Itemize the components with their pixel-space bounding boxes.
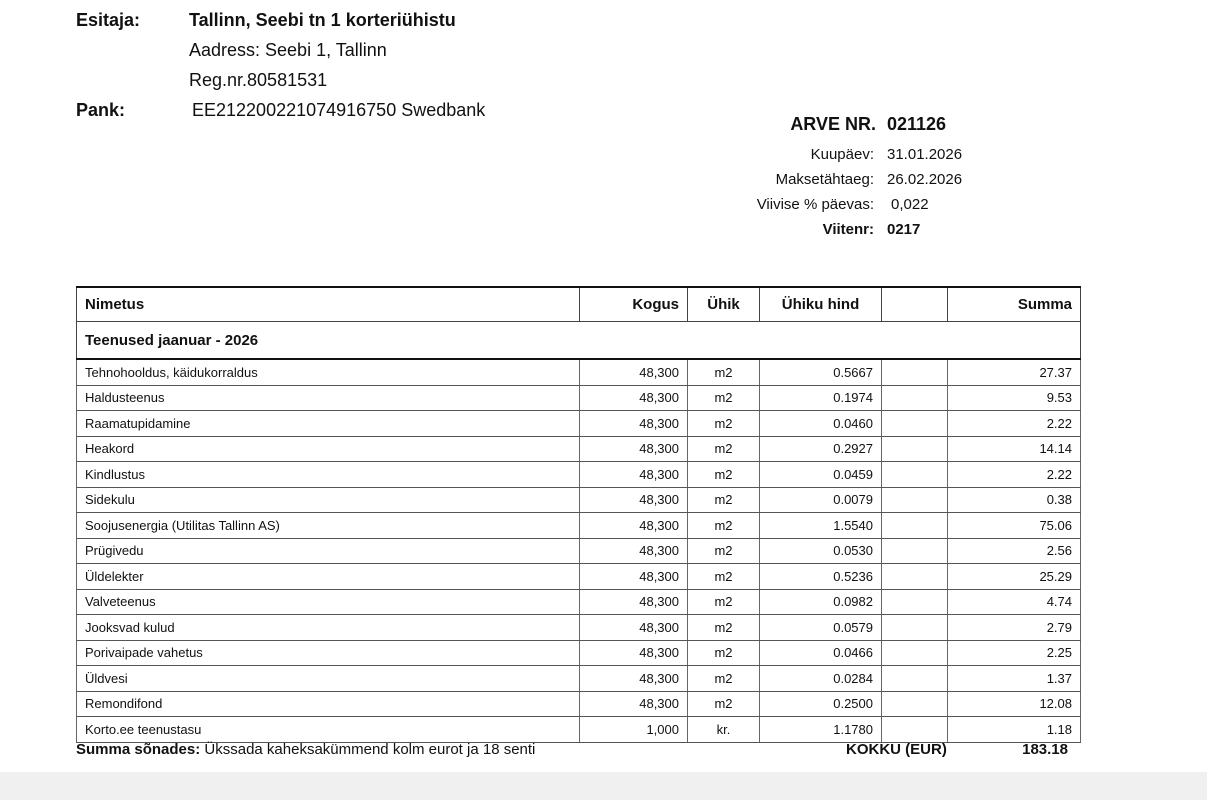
item-price: 0.0460 [760, 411, 882, 437]
item-qty: 48,300 [580, 385, 688, 411]
item-unit: m2 [688, 691, 760, 717]
table-row [77, 589, 1081, 615]
item-blank [882, 615, 948, 641]
table-row [77, 359, 1081, 385]
table-row [77, 691, 1081, 717]
section-row [77, 322, 1081, 360]
invoice-footer [76, 741, 1080, 763]
invoice-meta [700, 114, 1000, 246]
invoice-number: 021126 [887, 114, 947, 134]
item-unit: m2 [688, 666, 760, 692]
table-row [77, 564, 1081, 590]
item-sum: 12.08 [948, 691, 1081, 717]
item-name: Jooksvad kulud [77, 615, 580, 641]
item-blank [882, 359, 948, 385]
item-qty: 48,300 [580, 462, 688, 488]
item-sum: 2.79 [948, 615, 1081, 641]
table-row [77, 385, 1081, 411]
bank-label: Pank: [76, 100, 126, 120]
item-sum: 2.22 [948, 462, 1081, 488]
item-price: 0.2500 [760, 691, 882, 717]
page-bottom-edge [0, 772, 1207, 800]
table-row [77, 411, 1081, 437]
item-name: Korto.ee teenustasu [77, 717, 580, 743]
item-price: 0.0284 [760, 666, 882, 692]
item-price: 0.0982 [760, 589, 882, 615]
item-sum: 1.18 [948, 717, 1081, 743]
sum-words-value: Ükssada kaheksakümmend kolm eurot ja 18 senti [204, 741, 536, 758]
item-price: 0.5236 [760, 564, 882, 590]
item-qty: 48,300 [580, 615, 688, 641]
table-header-row [77, 287, 1081, 322]
item-qty: 1,000 [580, 717, 688, 743]
section-title: Teenused jaanuar - 2026 [77, 322, 1081, 360]
sum-words-label: Summa sõnades: [76, 741, 201, 758]
item-unit: m2 [688, 564, 760, 590]
item-unit: kr. [688, 717, 760, 743]
ref-label: Viitenr: [822, 221, 874, 238]
item-qty: 48,300 [580, 487, 688, 513]
invoice-number-label: ARVE NR. [790, 114, 876, 134]
item-blank [882, 666, 948, 692]
item-name: Sidekulu [77, 487, 580, 513]
item-name: Üldelekter [77, 564, 580, 590]
total-label: KOKKU (EUR) [846, 741, 947, 758]
item-unit: m2 [688, 359, 760, 385]
item-price: 1.5540 [760, 513, 882, 539]
header-price: Ühiku hind [760, 287, 882, 322]
item-name: Porivaipade vahetus [77, 640, 580, 666]
table-row [77, 640, 1081, 666]
item-price: 0.2927 [760, 436, 882, 462]
item-sum: 2.22 [948, 411, 1081, 437]
item-unit: m2 [688, 385, 760, 411]
item-name: Valveteenus [77, 589, 580, 615]
penalty-label: Viivise % päevas: [756, 196, 874, 213]
total-value: 183.18 [1022, 741, 1068, 758]
item-qty: 48,300 [580, 411, 688, 437]
item-name: Prügivedu [77, 538, 580, 564]
item-unit: m2 [688, 462, 760, 488]
item-sum: 9.53 [948, 385, 1081, 411]
item-unit: m2 [688, 513, 760, 539]
ref-value: 0217 [887, 221, 921, 238]
issuer-block [76, 10, 676, 130]
item-name: Haldusteenus [77, 385, 580, 411]
item-sum: 0.38 [948, 487, 1081, 513]
item-name: Kindlustus [77, 462, 580, 488]
item-blank [882, 411, 948, 437]
item-qty: 48,300 [580, 589, 688, 615]
item-price: 0.0079 [760, 487, 882, 513]
item-price: 0.0466 [760, 640, 882, 666]
issuer-label: Esitaja: [76, 10, 141, 30]
item-sum: 25.29 [948, 564, 1081, 590]
item-unit: m2 [688, 640, 760, 666]
item-name: Remondifond [77, 691, 580, 717]
item-sum: 75.06 [948, 513, 1081, 539]
item-name: Raamatupidamine [77, 411, 580, 437]
item-qty: 48,300 [580, 513, 688, 539]
table-row [77, 487, 1081, 513]
invoice-table [76, 286, 1081, 743]
due-value: 26.02.2026 [887, 171, 963, 188]
item-price: 1.1780 [760, 717, 882, 743]
item-qty: 48,300 [580, 666, 688, 692]
item-name: Üldvesi [77, 666, 580, 692]
date-label: Kuupäev: [810, 146, 874, 163]
table-row [77, 538, 1081, 564]
item-sum: 27.37 [948, 359, 1081, 385]
item-blank [882, 691, 948, 717]
item-qty: 48,300 [580, 436, 688, 462]
header-blank [882, 287, 948, 322]
item-blank [882, 717, 948, 743]
item-blank [882, 589, 948, 615]
item-sum: 4.74 [948, 589, 1081, 615]
item-name: Soojusenergia (Utilitas Tallinn AS) [77, 513, 580, 539]
item-price: 0.0530 [760, 538, 882, 564]
header-name: Nimetus [77, 287, 580, 322]
item-unit: m2 [688, 615, 760, 641]
item-blank [882, 564, 948, 590]
date-value: 31.01.2026 [887, 146, 963, 163]
item-price: 0.0459 [760, 462, 882, 488]
item-qty: 48,300 [580, 691, 688, 717]
header-sum: Summa [948, 287, 1081, 322]
header-unit: Ühik [688, 287, 760, 322]
item-qty: 48,300 [580, 564, 688, 590]
item-blank [882, 640, 948, 666]
item-blank [882, 487, 948, 513]
header-qty: Kogus [580, 287, 688, 322]
bank-value: EE212200221074916750 Swedbank [192, 100, 486, 120]
item-blank [882, 513, 948, 539]
penalty-value: 0,022 [891, 196, 929, 213]
table-row [77, 666, 1081, 692]
table-row [77, 513, 1081, 539]
item-sum: 1.37 [948, 666, 1081, 692]
item-qty: 48,300 [580, 538, 688, 564]
due-label: Maksetähtaeg: [775, 171, 874, 188]
item-price: 0.1974 [760, 385, 882, 411]
issuer-address: Aadress: Seebi 1, Tallinn [189, 40, 387, 60]
item-price: 0.5667 [760, 359, 882, 385]
item-price: 0.0579 [760, 615, 882, 641]
table-row [77, 717, 1081, 743]
issuer-regnr: Reg.nr.80581531 [189, 70, 328, 90]
item-sum: 2.56 [948, 538, 1081, 564]
item-unit: m2 [688, 436, 760, 462]
item-blank [882, 538, 948, 564]
item-blank [882, 462, 948, 488]
item-name: Heakord [77, 436, 580, 462]
item-qty: 48,300 [580, 640, 688, 666]
item-blank [882, 385, 948, 411]
item-unit: m2 [688, 589, 760, 615]
issuer-name: Tallinn, Seebi tn 1 korteriühistu [189, 10, 456, 30]
item-qty: 48,300 [580, 359, 688, 385]
table-row [77, 462, 1081, 488]
item-blank [882, 436, 948, 462]
item-unit: m2 [688, 411, 760, 437]
table-row [77, 615, 1081, 641]
table-row [77, 436, 1081, 462]
item-sum: 2.25 [948, 640, 1081, 666]
item-name: Tehnohooldus, käidukorraldus [77, 359, 580, 385]
item-sum: 14.14 [948, 436, 1081, 462]
item-unit: m2 [688, 538, 760, 564]
item-unit: m2 [688, 487, 760, 513]
